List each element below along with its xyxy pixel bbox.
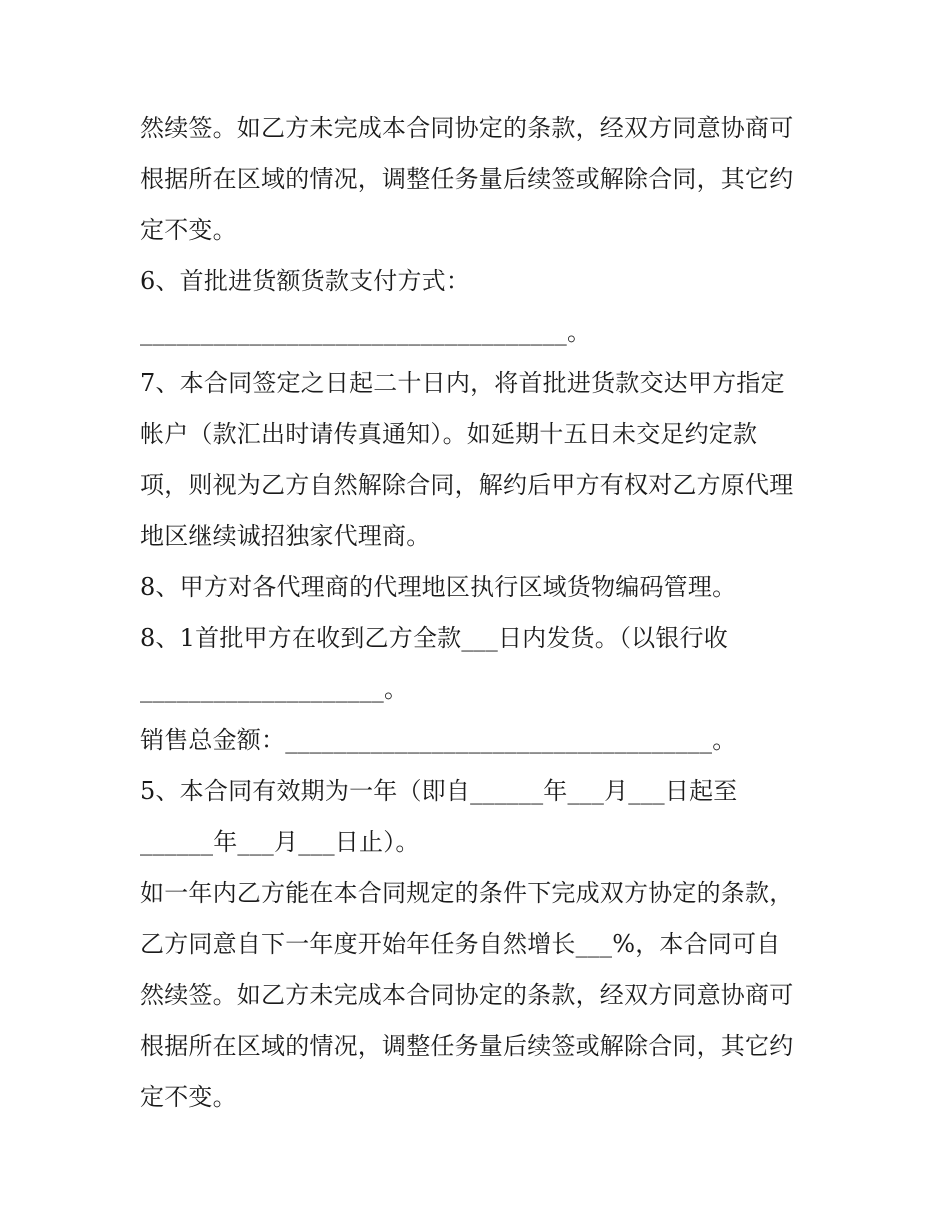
bank-receipt-blank: ____________________。 [140, 675, 409, 703]
text-line: 根据所在区域的情况，调整任务量后续签或解除合同，其它约 [140, 1032, 794, 1060]
text-line: 根据所在区域的情况，调整任务量后续签或解除合同，其它约 [140, 165, 794, 193]
text-line: 项，则视为乙方自然解除合同，解约后甲方有权对乙方原代理 [140, 471, 794, 499]
text-line: 定不变。 [140, 1083, 237, 1111]
clause-8-text: 8、甲方对各代理商的代理地区执行区域货物编码管理。 [140, 573, 737, 601]
text-line: 帐户（款汇出时请传真通知）。如延期十五日未交足约定款 [140, 420, 758, 448]
text-line: 定不变。 [140, 216, 237, 244]
payment-method-blank: ___________________________________。 [140, 318, 592, 346]
text-line: 地区继续诚招独家代理商。 [140, 522, 431, 550]
clause-6-heading: 6、首批进货额货款支付方式： [140, 267, 471, 295]
clause-5-text: 5、本合同有效期为一年（即自______年___月___日起至 [140, 777, 738, 805]
text-line: 如一年内乙方能在本合同规定的条件下完成双方协定的条款， [140, 879, 794, 907]
text-line: 然续签。如乙方未完成本合同协定的条款，经双方同意协商可 [140, 114, 794, 142]
clause-7-text: 7、本合同签定之日起二十日内，将首批进货款交达甲方指定 [140, 369, 785, 397]
total-sales-amount: 销售总金额：___________________________________。 [140, 726, 737, 754]
text-line: 乙方同意自下一年度开始年任务自然增长___%，本合同可自 [140, 930, 781, 958]
contract-text [140, 103, 820, 1123]
validity-end-date: ______年___月___日止）。 [140, 828, 420, 856]
clause-8-1-text: 8、1首批甲方在收到乙方全款___日内发货。（以银行收 [140, 624, 728, 652]
text-line: 然续签。如乙方未完成本合同协定的条款，经双方同意协商可 [140, 981, 794, 1009]
